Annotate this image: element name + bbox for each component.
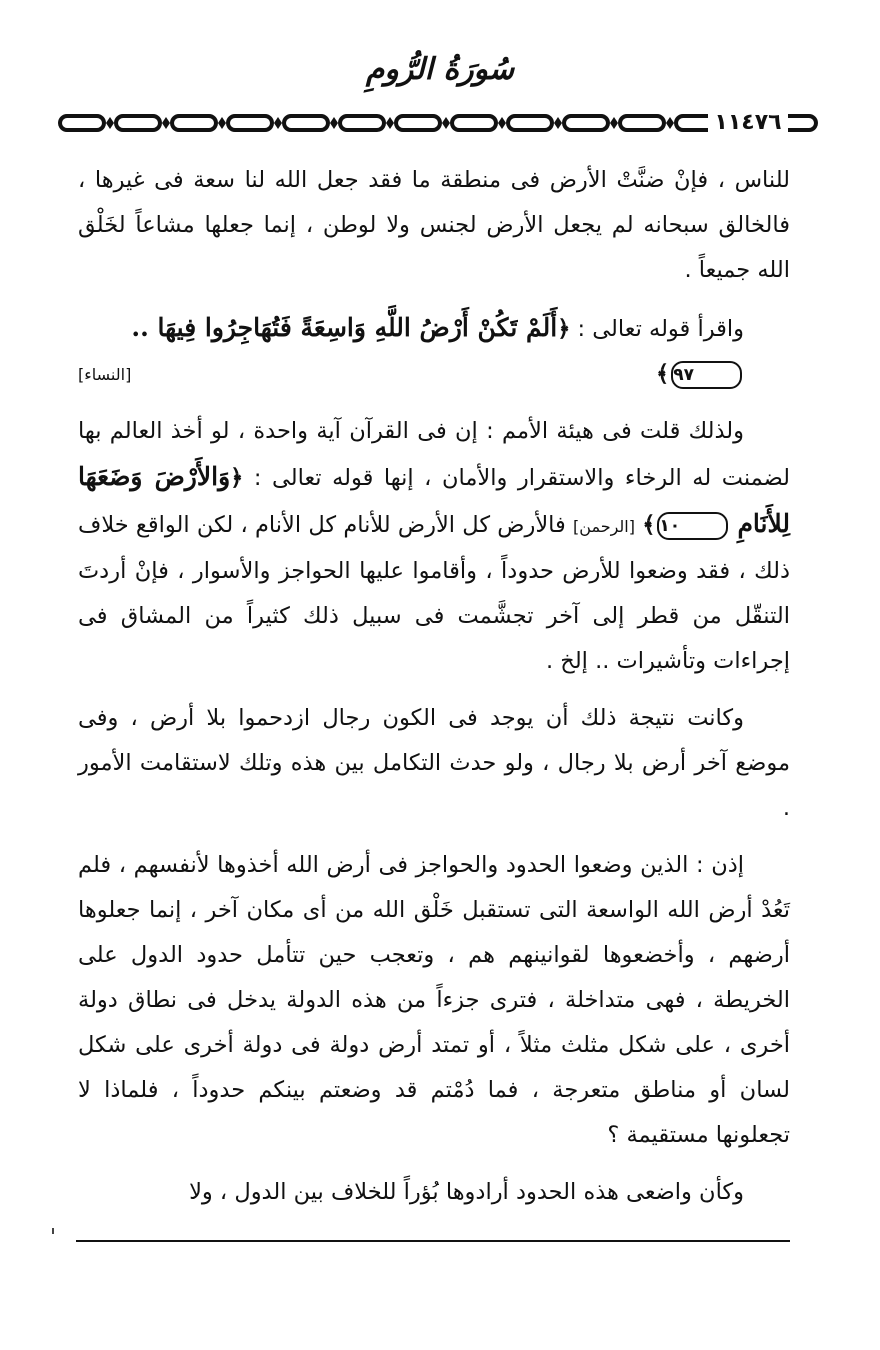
page-body — [78, 158, 790, 1215]
paragraph-3 — [78, 409, 790, 684]
scan-mark — [52, 1228, 54, 1234]
page-number: ١١٤٧٦ — [708, 108, 788, 138]
paragraph-3-tail: فالأرض كل الأرض للأنام كل الأنام ، لكن الواقع خلاف ذلك ، فقد وضعوا للأرض حدوداً ، وأقاموا عليها الحواجز والأسوار ، فإنْ أردتَ التنقّل من قطر إلى آخر تجشَّمت فى سبيل ذلك كثيراً من المشاق فى إجراءات وتأشيرات .. إلخ . — [78, 512, 790, 674]
verse-reference-line — [78, 352, 790, 397]
header-ornament-border — [56, 104, 820, 152]
quran-close-bracket: ﴾ — [656, 361, 670, 387]
verse-end — [656, 352, 790, 397]
paragraph-2 — [78, 305, 790, 397]
quran-open-bracket: ﴿ — [230, 465, 244, 491]
quran-close-bracket: ﴾ — [642, 512, 656, 538]
surah-reference: [الرحمن] — [573, 517, 635, 536]
paragraph-1: للناس ، فإنْ ضنَّتْ الأرض فى منطقة ما فقد جعل الله لنا سعة فى غيرها ، فالخالق سبحانه لم يجعل الأرض لجنس ولا لوطن ، إنما جعلها مشاعاً لخَلْق الله جميعاً . — [78, 167, 790, 283]
paragraph-3-lead: ولذلك قلت فى هيئة الأمم : إن فى القرآن آية واحدة ، لو أخذ العالم بها لضمنت له الرخاء والاستقرار والأمان ، إنها قوله تعالى : — [78, 418, 790, 491]
surah-reference: [النساء] — [78, 365, 132, 384]
quran-open-bracket: ﴿ — [557, 316, 571, 342]
ayah-number-badge: ١٠ — [657, 512, 728, 540]
paragraph-4: وكانت نتيجة ذلك أن يوجد فى الكون رجال ازدحموا بلا أرض ، وفى موضع آخر أرض بلا رجال ، ولو حدث التكامل بين هذه وتلك لاستقامت الأمور . — [78, 705, 790, 821]
ayah-number-badge: ٩٧ — [671, 361, 742, 389]
paragraph-5: إذن : الذين وضعوا الحدود والحواجز فى أرض الله أخذوها لأنفسهم ، فلم تَعُدْ أرض الله الواسعة التى تستقبل خَلْق الله من أى مكان آخر ، إنما جعلوها أرضهم ، وأخضعوها لقوانينهم هم ، وتعجب حين تتأمل حدود الدول على الخريطة ، فهى متداخلة ، فترى جزءاً من هذه الدولة يدخل فى نطاق دولة أخرى ، على شكل مثلث مثلاً ، أو تمتد أرض دولة فى دولة أخرى على شكل لسان أو مناطق متعرجة ، فما دُمْتم قد وضعتم بينكم حدوداً ، فلماذا لا تجعلونها مستقيمة ؟ — [78, 852, 790, 1148]
paragraph-2-lead: واقرأ قوله تعالى : — [570, 316, 744, 342]
quran-verse: أَلَمْ تَكُنْ أَرْضُ اللَّهِ وَاسِعَةً فَتُهَاجِرُوا فِيهَا .. — [131, 313, 558, 342]
surah-title: سُورَةُ الرُّومِ — [365, 52, 515, 87]
quran-verse: وَالأَرْضَ وَضَعَهَا لِلأَنَامِ — [78, 462, 791, 538]
ornament-chain-icon — [56, 104, 820, 152]
footnote-divider — [76, 1240, 790, 1242]
paragraph-6: وكأن واضعى هذه الحدود أرادوها بُؤراً للخلاف بين الدول ، ولا — [189, 1179, 744, 1205]
